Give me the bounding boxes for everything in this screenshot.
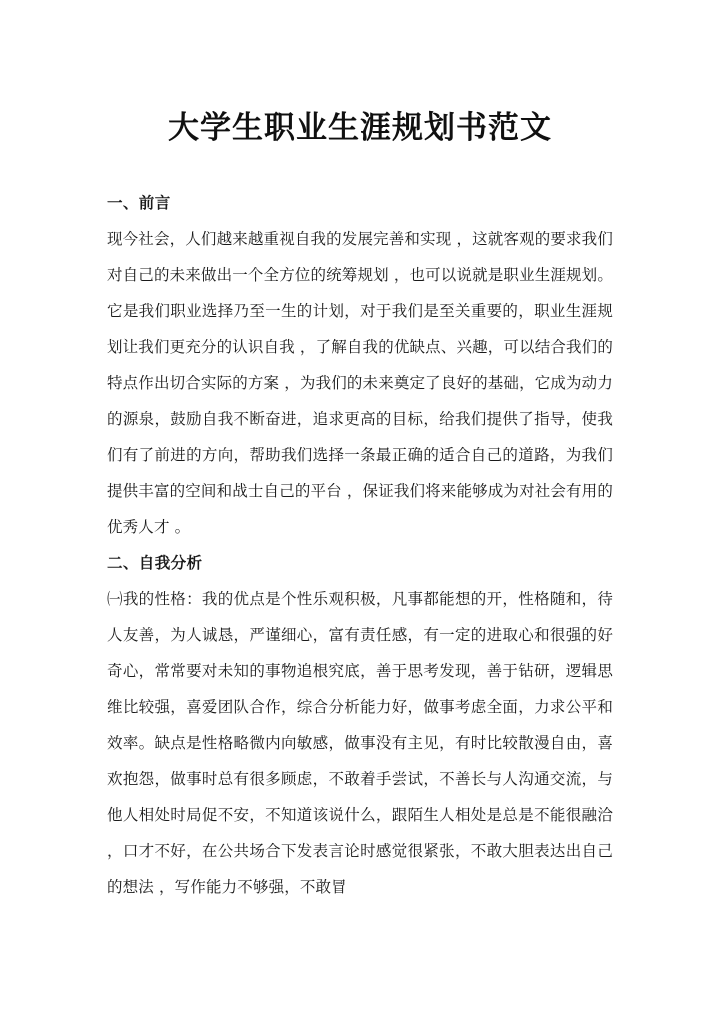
section-paragraph-preface: 现今社会，人们越来越重视自我的发展完善和实现 ，这就客观的要求我们对自己的未来做出一个全方位的统筹规划 ，也可以说就是职业生涯规划。它是我们职业选择乃至一生的计划，对于我们是至关重要的，职业生涯规划让我们更充分的认识自我 ，了解自我的优缺点、兴趣，可以结合我们的特点作出切合实际的方案 ，为我们的未来奠定了良好的基础，它成为动力的源泉，鼓励自我不断奋进，追求更高的目标，给我们提供了指导，使我们有了前进的方向，帮助我们选择一条最正确的适合自己的道路，为我们提供丰富的空间和战士自己的平台 ，保证我们将来能够成为对社会有用的优秀人才 。: [107, 230, 613, 536]
section-self-analysis: [107, 545, 613, 905]
page-title: 大学生职业生涯规划书范文: [168, 110, 552, 146]
section-heading-self-analysis: 二、自我分析: [107, 554, 203, 572]
section-heading-preface: 一、前言: [107, 194, 171, 212]
page-content-area: [107, 0, 613, 905]
document-body: [107, 185, 613, 905]
section-preface: [107, 185, 613, 545]
section-paragraph-self-analysis: ㈠我的性格：我的优点是个性乐观积极，凡事都能想的开，性格随和，待人友善，为人诚恳，严谨细心，富有责任感，有一定的进取心和很强的好奇心，常常要对未知的事物追根究底，善于思考发现，善于钻研，逻辑思维比较强，喜爱团队合作，综合分析能力好，做事考虑全面，力求公平和效率。缺点是性格略微内向敏感，做事没有主见，有时比较散漫自由，喜欢抱怨，做事时总有很多顾虑，不敢着手尝试，不善长与人沟通交流，与他人相处时局促不安，不知道该说什么，跟陌生人相处是总是不能很融洽 ，口才不好，在公共场合下发表言论时感觉很紧张，不敢大胆表达出自己的想法 ，写作能力不够强，不敢冒: [107, 590, 613, 896]
